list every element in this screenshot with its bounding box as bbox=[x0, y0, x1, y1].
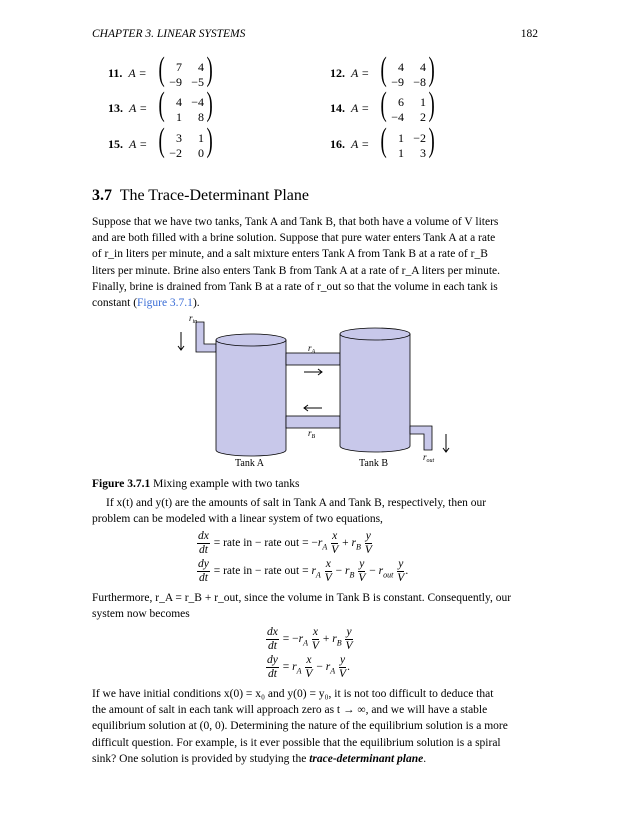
exercise-number: 13. bbox=[108, 101, 123, 115]
inlet-pipe bbox=[196, 322, 216, 352]
matrix-prefix: A = bbox=[129, 101, 148, 115]
matrix-prefix: A = bbox=[351, 101, 370, 115]
matrix: ( ) 3 1 −2 0 bbox=[158, 122, 213, 160]
matrix-entry: 7 bbox=[176, 60, 182, 74]
matrix-entry: 3 bbox=[420, 146, 426, 160]
matrix-entry: 4 bbox=[398, 60, 404, 74]
matrix-entry: −9 bbox=[391, 75, 404, 89]
matrix: ( ) 1 −2 1 3 bbox=[380, 122, 435, 160]
section-title: The Trace-Determinant Plane bbox=[119, 187, 309, 204]
matrix-entry: −2 bbox=[169, 146, 182, 160]
exercise-number: 14. bbox=[330, 101, 345, 115]
para-line: If we have initial conditions x(0) = x₀ and y(0) = y₀, it is not too difficult to deduce that bbox=[92, 688, 494, 700]
matrix-entry: 4 bbox=[176, 95, 182, 109]
matrix-prefix: A = bbox=[128, 66, 147, 80]
arrow-out bbox=[443, 434, 449, 452]
matrix-entry: 1 bbox=[420, 95, 426, 109]
matrix-entry: −4 bbox=[391, 110, 404, 124]
matrix-entry: 0 bbox=[198, 146, 204, 160]
matrix-entry: 2 bbox=[420, 110, 426, 124]
arrow-left bbox=[304, 405, 322, 411]
matrix-entry: −4 bbox=[191, 95, 204, 109]
chapter-title: CHAPTER 3. LINEAR SYSTEMS bbox=[92, 28, 246, 40]
para-line: system now becomes bbox=[92, 608, 190, 621]
key-term: trace-determinant plane bbox=[309, 752, 424, 765]
matrix-prefix: A = bbox=[351, 66, 370, 80]
outlet-pipe bbox=[410, 426, 432, 450]
equation-dx: $\frac{dx}{dt}$ = rate in − rate out = $-r_A$ $\frac{x}{V}$ + $r_B$ $\frac{y}{V}$ bbox=[198, 530, 372, 556]
para-line: constant (Figure 3.7.1). bbox=[92, 297, 200, 310]
matrix-prefix: A = bbox=[129, 137, 148, 151]
para-line: If x(t) and y(t) are the amounts of salt in Tank A and Tank B, respectively, then our bbox=[106, 497, 487, 509]
matrix-entry: −9 bbox=[169, 75, 182, 89]
arrow-in bbox=[178, 332, 184, 350]
pipe-bottom bbox=[286, 416, 340, 428]
page-number: 182 bbox=[520, 28, 538, 40]
equation-dy-reduced: $\frac{dy}{dt}$ = $r_A$ $\frac{x}{V}$ − $r_A$ $\frac{y}{V}$ . bbox=[267, 654, 350, 680]
label-tank-b: Tank B bbox=[359, 458, 389, 469]
para-line: of r_in liters per minute, and a salt mixture enters Tank A from Tank B at a rate of r_B bbox=[92, 248, 488, 261]
para-line: problem can be modeled with a linear system of two equations, bbox=[92, 513, 383, 526]
matrix: ( ) 6 1 −4 2 bbox=[380, 86, 435, 124]
matrix: ( ) 7 4 −9 −5 bbox=[158, 51, 213, 89]
exercise-item bbox=[330, 66, 369, 81]
matrix-entry: 1 bbox=[398, 131, 404, 145]
exercise-number: 16. bbox=[330, 137, 345, 151]
paragraph-equilibrium bbox=[92, 686, 538, 767]
exercise-item bbox=[330, 137, 369, 152]
running-header bbox=[92, 28, 538, 40]
exercise-item bbox=[330, 101, 369, 116]
exercise-number: 15. bbox=[108, 137, 123, 151]
equation-dy: $\frac{dy}{dt}$ = rate in − rate out = $r_A$ $\frac{x}{V}$ − $r_B$ $\frac{y}{V}$ − $r_{out}$ $\frac{y}{V}$ . bbox=[198, 558, 409, 584]
arrow-right bbox=[304, 369, 322, 375]
matrix-entry: −2 bbox=[413, 131, 426, 145]
matrix: ( ) 4 −4 1 8 bbox=[158, 86, 213, 124]
matrix: ( ) 4 4 −9 −8 bbox=[380, 51, 435, 89]
para-line: Finally, brine is drained from Tank B at a rate of r_out so that the volume in each tank is bbox=[92, 280, 498, 293]
figure-caption bbox=[92, 478, 299, 490]
section-number: 3.7 bbox=[92, 187, 112, 204]
matrix-entry: −8 bbox=[413, 75, 426, 89]
para-line: Suppose that we have two tanks, Tank A and Tank B, that both have a volume of V liters bbox=[92, 216, 499, 228]
matrix-prefix: A = bbox=[351, 137, 370, 151]
tank-b bbox=[340, 328, 410, 452]
figure-link[interactable]: Figure 3.7.1 bbox=[137, 297, 193, 310]
matrix-entry: 4 bbox=[198, 60, 204, 74]
para-line: difficult question. For example, is it ever possible that the equilibrium solution is a spiral bbox=[92, 736, 501, 749]
para-line: liters per minute. Brine also enters Tank B from Tank A at a rate of r_A liters per minute. bbox=[92, 264, 501, 277]
paragraph-constraint bbox=[92, 590, 538, 622]
caption-text: Mixing example with two tanks bbox=[153, 478, 300, 490]
matrix-entry: −5 bbox=[191, 75, 204, 89]
exercise-item bbox=[108, 66, 147, 81]
para-line: Furthermore, r_A = r_B + r_out, since the volume in Tank B is constant. Consequently, our bbox=[92, 592, 512, 604]
label-tank-a: Tank A bbox=[235, 458, 265, 469]
tank-a bbox=[216, 334, 286, 456]
matrix-entry: 1 bbox=[176, 110, 182, 124]
mixing-tanks-figure bbox=[92, 313, 538, 472]
para-line: sink? One solution is provided by studying the trace-determinant plane. bbox=[92, 752, 427, 765]
equation-dx-reduced: $\frac{dx}{dt}$ = $-r_A$ $\frac{x}{V}$ + $r_B$ $\frac{y}{V}$ bbox=[267, 626, 353, 652]
caption-label: Figure 3.7.1 bbox=[92, 478, 151, 490]
section-heading bbox=[92, 187, 309, 205]
label-r-in: $r_{in}$ bbox=[189, 313, 198, 325]
matrix-entry: 3 bbox=[176, 131, 182, 145]
matrix-entry: 1 bbox=[398, 146, 404, 160]
exercise-number: 11. bbox=[108, 66, 123, 80]
para-line: equilibrium solution at (0, 0). Determining the nature of the equilibrium solution is a more bbox=[92, 720, 508, 733]
paragraph-model bbox=[92, 495, 538, 527]
exercise-number: 12. bbox=[330, 66, 345, 80]
label-r-out: $r_{out}$ bbox=[423, 452, 435, 464]
matrix-entry: 4 bbox=[420, 60, 426, 74]
exercise-item bbox=[108, 101, 147, 116]
para-line: and are both filled with a brine solution. Suppose that pure water enters Tank A at a rate bbox=[92, 232, 496, 245]
para-line: the amount of salt in each tank will approach zero as t → ∞, and we will have a stable bbox=[92, 704, 488, 717]
exercise-item bbox=[108, 137, 147, 152]
label-r-a: $r_A$ bbox=[308, 343, 316, 355]
matrix-entry: 8 bbox=[198, 110, 204, 124]
paragraph-intro bbox=[92, 214, 538, 311]
matrix-entry: 6 bbox=[398, 95, 404, 109]
label-r-b: $r_B$ bbox=[308, 428, 316, 440]
matrix-entry: 1 bbox=[198, 131, 204, 145]
